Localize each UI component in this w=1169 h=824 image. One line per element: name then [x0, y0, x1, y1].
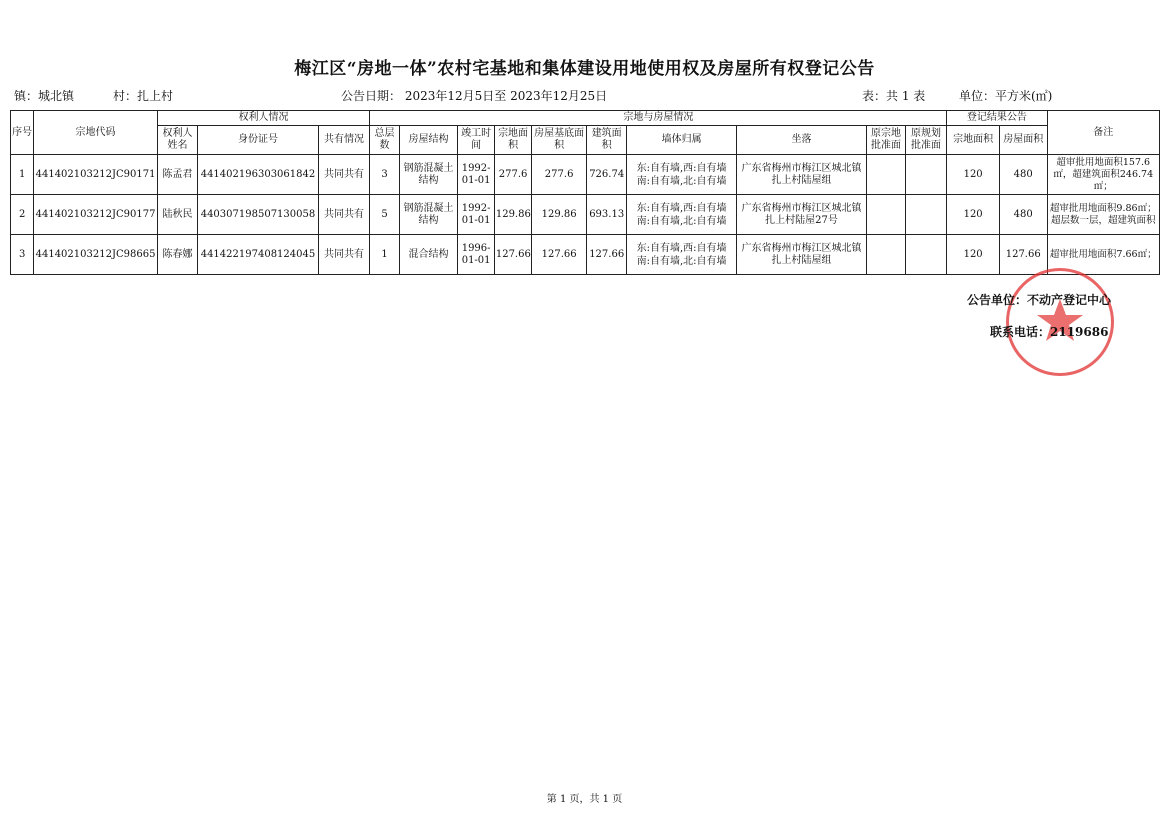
- cell-seq: 2: [11, 195, 34, 235]
- header-row-1: [11, 111, 1160, 126]
- unit-label: 单位：平方米(㎡): [959, 89, 1053, 103]
- cell-completion: 1992-01-01: [458, 155, 494, 195]
- cell-reg-house: 127.66: [999, 235, 1047, 275]
- cell-code: 441402103212JC98665: [34, 235, 157, 275]
- contact-phone: 联系电话：2119686: [990, 325, 1109, 339]
- table-row: [11, 155, 1160, 195]
- cell-reg-land: 120: [947, 195, 1000, 235]
- cell-orig-land: [867, 155, 905, 195]
- cell-base-area: 277.6: [532, 155, 587, 195]
- col-land-area: 宗地面积: [494, 126, 531, 155]
- wall-south-north: 南:自有墙,北:自有墙: [636, 175, 727, 187]
- cell-structure: 混合结构: [399, 235, 458, 275]
- col-share: 共有情况: [318, 126, 370, 155]
- page-title: 梅江区“房地一体”农村宅基地和集体建设用地使用权及房屋所有权登记公告: [294, 59, 875, 79]
- group-land-house: 宗地与房屋情况: [370, 111, 947, 126]
- col-orig-land: 原宗地批准面: [867, 126, 905, 155]
- cell-id-number: 440307198507130058: [198, 195, 318, 235]
- cell-location: 广东省梅州市梅江区城北镇扎上村陆屋27号: [736, 195, 867, 235]
- publisher-unit: 公告单位：不动产登记中心: [967, 293, 1112, 307]
- cell-floors: 5: [370, 195, 399, 235]
- cell-owner-name: 陈孟君: [157, 155, 197, 195]
- cell-reg-land: 120: [947, 235, 1000, 275]
- wall-south-north: 南:自有墙,北:自有墙: [636, 255, 727, 267]
- cell-owner-name: 陆秋民: [157, 195, 197, 235]
- cell-reg-house: 480: [999, 195, 1047, 235]
- cell-orig-plan: [905, 195, 947, 235]
- col-reg-land: 宗地面积: [947, 126, 1000, 155]
- cell-remark: 超审批用地面积9.86㎡；超层数一层，超建筑面积: [1047, 195, 1160, 235]
- header-row-2: [11, 126, 1160, 155]
- col-reg-house: 房屋面积: [999, 126, 1047, 155]
- cell-walls: [627, 155, 736, 195]
- group-result: 登记结果公告: [947, 111, 1047, 126]
- cell-remark: 超审批用地面积157.6㎡，超建筑面积246.74㎡；: [1047, 155, 1160, 195]
- seal-star-icon: [1009, 271, 1111, 373]
- cell-seq: 1: [11, 155, 34, 195]
- table-count: 表：共 1 表: [862, 89, 926, 103]
- cell-completion: 1996-01-01: [458, 235, 494, 275]
- village-label: 村：扎上村: [113, 89, 174, 103]
- cell-location: 广东省梅州市梅江区城北镇扎上村陆屋组: [736, 235, 867, 275]
- cell-floors: 1: [370, 235, 399, 275]
- announce-date: 公告日期： 2023年12月5日至 2023年12月25日: [341, 89, 608, 103]
- col-seq: 序号: [11, 111, 34, 155]
- cell-share: 共同共有: [318, 235, 370, 275]
- cell-orig-land: [867, 195, 905, 235]
- wall-east-west: 东:自有墙,西:自有墙: [636, 202, 727, 214]
- col-structure: 房屋结构: [399, 126, 458, 155]
- cell-build-area: 693.13: [586, 195, 626, 235]
- cell-structure: 钢筋混凝土结构: [399, 155, 458, 195]
- cell-base-area: 127.66: [532, 235, 587, 275]
- col-orig-plan: 原规划批准面: [905, 126, 947, 155]
- cell-floors: 3: [370, 155, 399, 195]
- cell-orig-plan: [905, 235, 947, 275]
- col-location: 坐落: [736, 126, 867, 155]
- group-owner: 权利人情况: [157, 111, 370, 126]
- cell-id-number: 441402196303061842: [198, 155, 318, 195]
- cell-land-area: 277.6: [494, 155, 531, 195]
- table-row: [11, 235, 1160, 275]
- cell-owner-name: 陈春娜: [157, 235, 197, 275]
- cell-id-number: 441422197408124045: [198, 235, 318, 275]
- col-completion: 竣工时间: [458, 126, 494, 155]
- cell-reg-land: 120: [947, 155, 1000, 195]
- cell-completion: 1992-01-01: [458, 195, 494, 235]
- col-owner-name: 权利人姓名: [157, 126, 197, 155]
- wall-south-north: 南:自有墙,北:自有墙: [636, 215, 727, 227]
- cell-code: 441402103212JC90177: [34, 195, 157, 235]
- cell-walls: [627, 235, 736, 275]
- col-walls: 墙体归属: [627, 126, 736, 155]
- cell-remark: 超审批用地面积7.66㎡；: [1047, 235, 1160, 275]
- page-footer: 第 1 页，共 1 页: [546, 794, 623, 805]
- cell-land-area: 129.86: [494, 195, 531, 235]
- cell-seq: 3: [11, 235, 34, 275]
- table-row: [11, 195, 1160, 235]
- col-id-number: 身份证号: [198, 126, 318, 155]
- cell-location: 广东省梅州市梅江区城北镇扎上村陆屋组: [736, 155, 867, 195]
- cell-walls: [627, 195, 736, 235]
- official-seal: [1006, 268, 1114, 376]
- col-base-area: 房屋基底面积: [532, 126, 587, 155]
- cell-structure: 钢筋混凝土结构: [399, 195, 458, 235]
- cell-build-area: 127.66: [586, 235, 626, 275]
- town-label: 镇：城北镇: [14, 89, 75, 103]
- cell-share: 共同共有: [318, 155, 370, 195]
- col-build-area: 建筑面积: [586, 126, 626, 155]
- cell-code: 441402103212JC90171: [34, 155, 157, 195]
- registration-table: [10, 110, 1160, 275]
- col-code: 宗地代码: [34, 111, 157, 155]
- wall-east-west: 东:自有墙,西:自有墙: [636, 162, 727, 174]
- cell-land-area: 127.66: [494, 235, 531, 275]
- cell-build-area: 726.74: [586, 155, 626, 195]
- cell-reg-house: 480: [999, 155, 1047, 195]
- cell-orig-plan: [905, 155, 947, 195]
- cell-share: 共同共有: [318, 195, 370, 235]
- cell-base-area: 129.86: [532, 195, 587, 235]
- col-floors: 总层数: [370, 126, 399, 155]
- wall-east-west: 东:自有墙,西:自有墙: [636, 242, 727, 254]
- col-remark: 备注: [1047, 111, 1160, 155]
- cell-orig-land: [867, 235, 905, 275]
